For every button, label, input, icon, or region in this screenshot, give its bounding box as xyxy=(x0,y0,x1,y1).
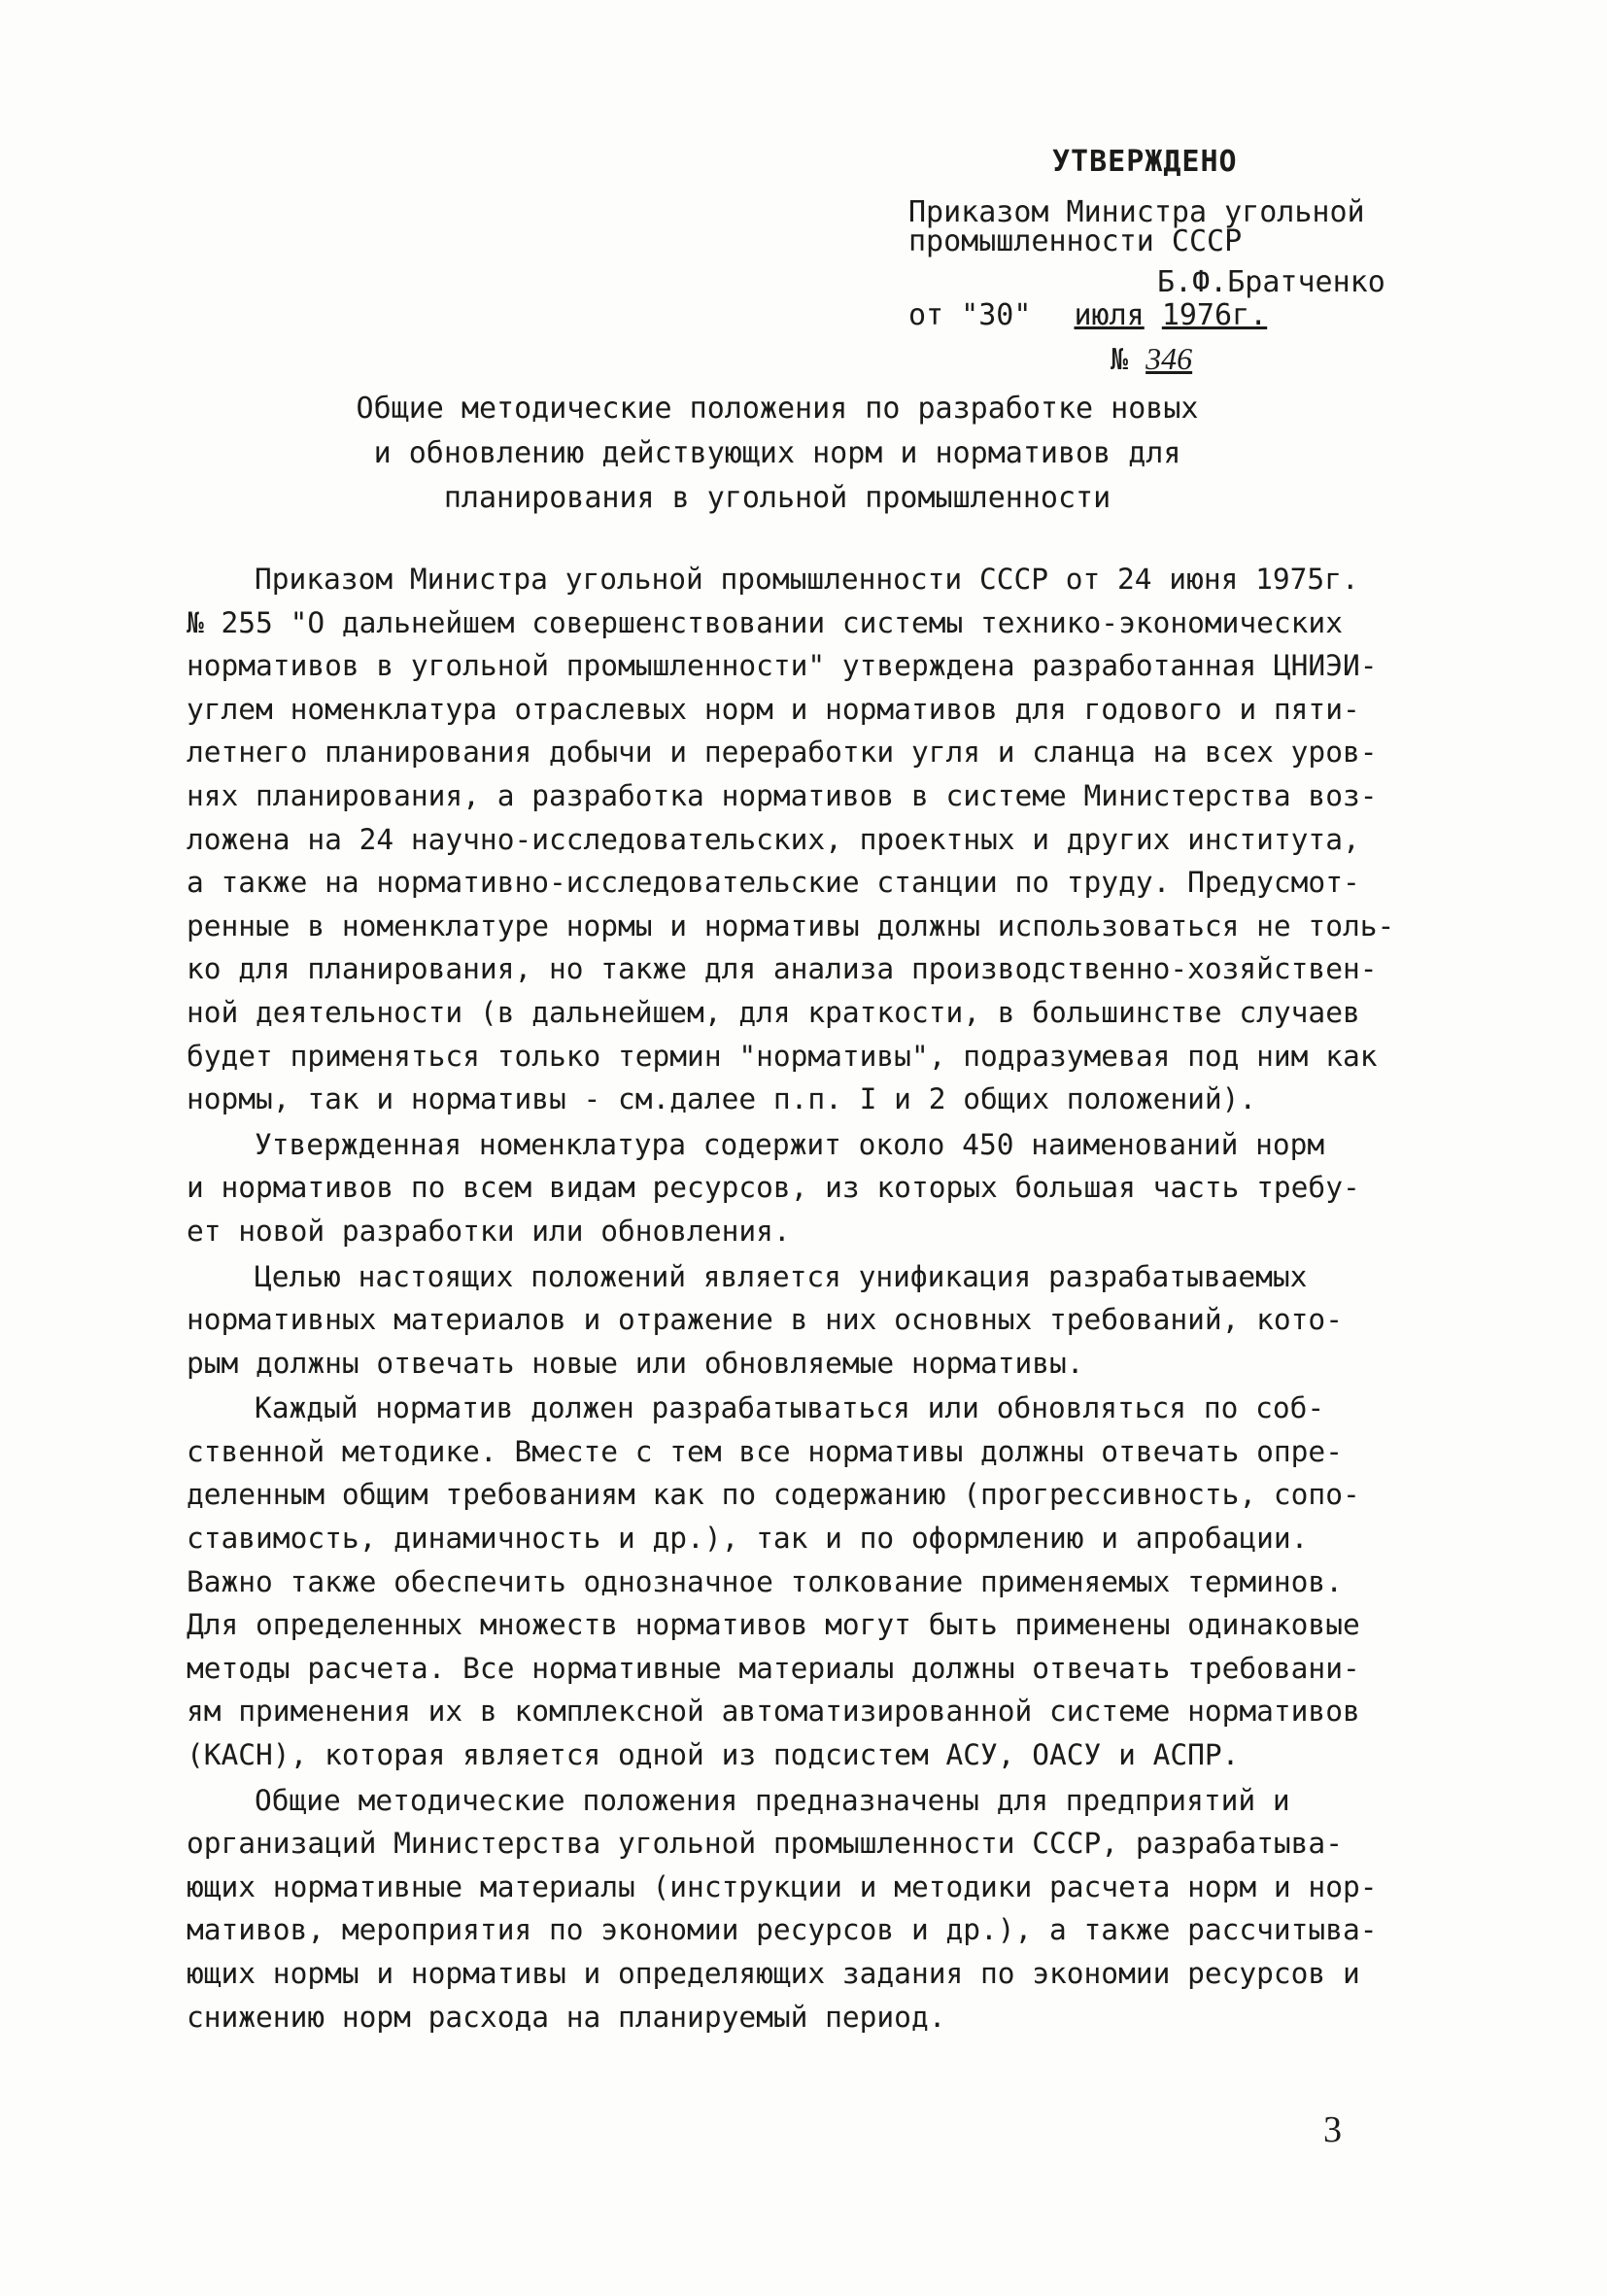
approval-signer: Б.Ф.Братченко xyxy=(1157,265,1385,299)
paragraph-line: деленным общим требованиям как по содержанию (прогрессивность, сопо- xyxy=(187,1478,1360,1512)
paragraph-line: нормативов в угольной промышленности" утверждена разработанная ЦНИЭИ- xyxy=(187,649,1378,683)
paragraph-line: ственной методике. Вместе с тем все нормативы должны отвечать опре- xyxy=(187,1434,1343,1468)
title-line: планирования в угольной промышленности xyxy=(443,481,1111,515)
document-body xyxy=(187,558,1479,2040)
approval-date-prefix: от "30" xyxy=(908,298,1032,332)
paragraph-line: нормы, так и нормативы - см.далее п.п. I и 2 общих положений). xyxy=(187,1082,1257,1116)
paragraph-line: методы расчета. Все нормативные материалы должны отвечать требовани- xyxy=(187,1651,1360,1685)
paragraph-line: нях планирования, а разработка нормативов в системе Министерства воз- xyxy=(187,778,1378,812)
paragraph-line: углем номенклатура отраслевых норм и нормативов для годового и пяти- xyxy=(187,692,1360,726)
paragraph-line: Общие методические положения предназначены для предприятий и xyxy=(255,1783,1290,1817)
paragraph-line: ставимость, динамичность и др.), так и по оформлению и апробации. xyxy=(187,1522,1309,1556)
paragraph-line: ет новой разработки или обновления. xyxy=(187,1214,791,1248)
paragraph-line: а также на нормативно-исследовательские станции по труду. Предусмот- xyxy=(187,866,1360,900)
paragraph-line: организаций Министерства угольной промышленности СССР, разрабатыва- xyxy=(187,1827,1343,1861)
paragraph-3 xyxy=(187,1255,1479,1386)
approval-ministry-line: промышленности СССР xyxy=(908,224,1243,258)
paragraph-line: ко для планирования, но также для анализа производственно-хозяйствен- xyxy=(187,952,1378,986)
approval-date-month: июля xyxy=(1074,298,1145,332)
paragraph-4 xyxy=(187,1387,1479,1776)
approval-date xyxy=(908,299,1267,332)
paragraph-line: Каждый норматив должен разрабатываться или обновляться по соб- xyxy=(255,1391,1325,1425)
paragraph-line: Целью настоящих положений является унификация разрабатываемых xyxy=(255,1259,1308,1293)
paragraph-line: летнего планирования добычи и переработки угля и сланца на всех уров- xyxy=(187,736,1378,770)
paragraph-line: ям применения их в комплексной автоматизированной системе нормативов xyxy=(187,1695,1360,1729)
paragraph-line: будет применяться только термин "нормативы", подразумевая под ним как xyxy=(187,1039,1378,1073)
paragraph-line: Утвержденная номенклатура содержит около 450 наименований норм xyxy=(255,1127,1325,1161)
paragraph-line: рым должны отвечать новые или обновляемые нормативы. xyxy=(187,1346,1084,1380)
approval-date-year: 1976г. xyxy=(1161,298,1268,332)
paragraph-line: Для определенных множеств нормативов могут быть применены одинаковые xyxy=(187,1608,1360,1642)
paragraph-line: № 255 "О дальнейшем совершенствовании системы технико-экономических xyxy=(187,605,1343,639)
paragraph-line: Важно также обеспечить однозначное толкование применяемых терминов. xyxy=(187,1564,1343,1598)
paragraph-line: ющих нормы и нормативы и определяющих задания по экономии ресурсов и xyxy=(187,1957,1360,1990)
paragraph-2 xyxy=(187,1123,1479,1253)
approval-number-prefix: № xyxy=(1111,343,1129,377)
paragraph-5 xyxy=(187,1779,1479,2039)
document-title xyxy=(291,387,1263,521)
paragraph-1 xyxy=(187,558,1479,1121)
title-line: Общие методические положения по разработке новых xyxy=(356,392,1199,426)
paragraph-line: ющих нормативные материалы (инструкции и методики расчета норм и нор- xyxy=(187,1869,1378,1903)
approval-title: УТВЕРЖДЕНО xyxy=(1052,145,1238,179)
approval-number-value: 346 xyxy=(1145,341,1193,376)
paragraph-line: снижению норм расхода на планируемый период. xyxy=(187,2000,946,2034)
page-number: 3 xyxy=(1323,2109,1342,2150)
paragraph-line: ложена на 24 научно-исследовательских, проектных и других института, xyxy=(187,822,1360,856)
paragraph-line: нормативных материалов и отражение в них основных требований, кото- xyxy=(187,1303,1343,1337)
paragraph-line: ной деятельности (в дальнейшем, для краткости, в большинстве случаев xyxy=(187,995,1360,1029)
paragraph-line: и нормативов по всем видам ресурсов, из которых большая часть требу- xyxy=(187,1171,1360,1205)
paragraph-line: Приказом Министра угольной промышленности СССР от 24 июня 1975г. xyxy=(255,563,1359,596)
paragraph-line: ренные в номенклатуре нормы и нормативы должны использоваться не толь- xyxy=(187,908,1395,942)
approval-order-line: Приказом Министра угольной xyxy=(908,195,1365,229)
paragraph-line: мативов, мероприятия по экономии ресурсов и др.), а также рассчитыва- xyxy=(187,1913,1378,1947)
approval-number xyxy=(1111,342,1192,377)
paragraph-line: (КАСН), которая является одной из подсистем АСУ, ОАСУ и АСПР. xyxy=(187,1738,1240,1772)
title-line: и обновлению действующих норм и нормативов для xyxy=(373,436,1181,470)
